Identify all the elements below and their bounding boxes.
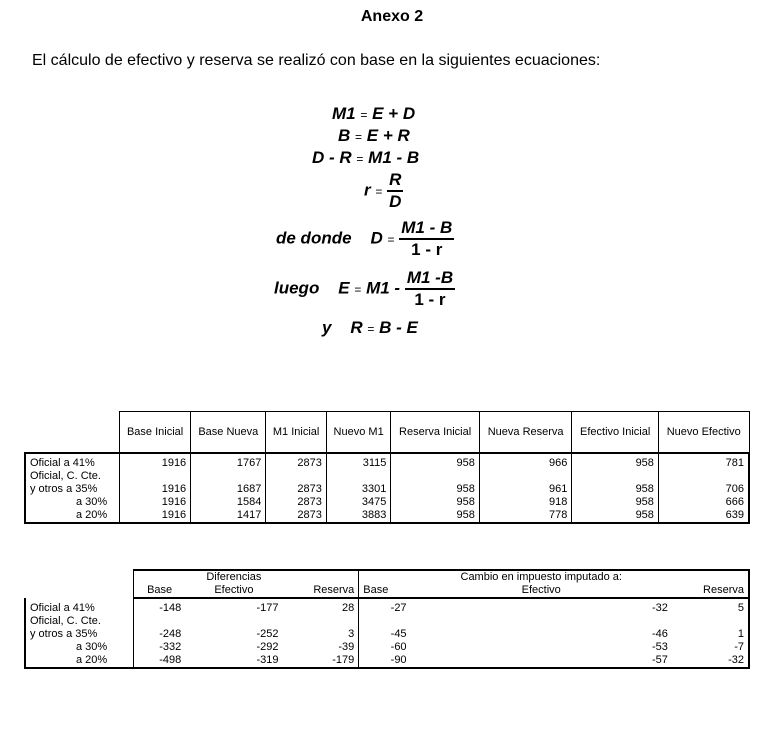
table1-header-row [25, 412, 749, 454]
table-cell: 1584 [191, 496, 266, 509]
table-cell: 3115 [326, 453, 391, 470]
table-cell: -292 [256, 641, 279, 653]
table-cell [266, 470, 327, 483]
table-row [25, 615, 749, 628]
equation-d: de donde D = $\frac{M1 - B}{1 - r}$ [276, 218, 453, 259]
col-header: Base [359, 584, 411, 598]
table-cell: 28 [342, 602, 355, 614]
table-cell: 3475 [326, 496, 391, 509]
table-cell: 1916 [120, 453, 191, 470]
base-reserve-table [24, 411, 750, 524]
equation-d-minus-r: D - R = M1 - B [312, 148, 420, 167]
table-cell: 1767 [191, 453, 266, 470]
equation-r-final: y R = B - E [322, 318, 418, 337]
table-cell [391, 470, 480, 483]
table-row [25, 496, 749, 509]
table-cell: -148 [134, 598, 186, 615]
table-cell: -90 [359, 654, 411, 668]
table-cell: -7 [672, 641, 749, 654]
table2-group-row [25, 570, 749, 584]
table-cell: -252 [256, 628, 279, 640]
table-cell: 2873 [266, 496, 327, 509]
table-row [25, 598, 749, 615]
table-cell: -498 [134, 654, 186, 668]
table-cell: 3301 [326, 483, 391, 496]
table-cell: -332 [134, 641, 186, 654]
equation-e: luego E = M1 - $\frac{M1 -B}{1 - r}$ [274, 268, 454, 309]
table-cell: 1 [672, 628, 749, 641]
row-label: Oficial, C. Cte. [25, 615, 134, 628]
table-cell [411, 615, 672, 628]
table-row [25, 509, 749, 523]
col-header: Reserva Inicial [391, 412, 480, 454]
col-header: Base Inicial [120, 412, 191, 454]
row-label: Oficial a 41% [25, 598, 134, 615]
table-cell: 958 [391, 496, 480, 509]
row-label: Oficial, C. Cte. [25, 470, 120, 483]
table-cell: -177 [256, 602, 279, 614]
table-cell: -248 [134, 628, 186, 641]
col-header: Nuevo Efectivo [658, 412, 749, 454]
table-cell: -60 [359, 641, 411, 654]
row-label: a 20% [25, 509, 120, 523]
table-cell: 706 [658, 483, 749, 496]
table-cell [672, 615, 749, 628]
table-cell: -39 [338, 641, 355, 653]
col-header: Base Nueva [191, 412, 266, 454]
row-label: a 30% [25, 641, 134, 654]
col-header: Efectivo Inicial [572, 412, 659, 454]
col-header: Reserva [672, 584, 749, 598]
row-label: y otros a 35% [25, 628, 134, 641]
table2-header-row [25, 584, 749, 598]
table-cell: 918 [479, 496, 572, 509]
table-cell: 3 [348, 628, 355, 640]
table-cell: 2873 [266, 509, 327, 523]
table-cell [658, 470, 749, 483]
table-cell: 1916 [120, 496, 191, 509]
table-cell: -53 [651, 641, 668, 653]
equation-m1: M1 = E + D [332, 104, 416, 123]
group-header-tax-change: Cambio en impuesto imputado a: [411, 570, 672, 584]
table-cell: -46 [651, 628, 668, 640]
table-cell: 1916 [120, 509, 191, 523]
table-cell: 2873 [266, 453, 327, 470]
table-cell [191, 470, 266, 483]
table-cell: 958 [572, 509, 659, 523]
table-cell: 958 [391, 509, 480, 523]
col-header: Nueva Reserva [479, 412, 572, 454]
table-cell: -27 [359, 598, 411, 615]
table-cell: -32 [651, 602, 668, 614]
table-cell: 1417 [191, 509, 266, 523]
table-cell: 958 [572, 483, 659, 496]
table-row [25, 654, 749, 668]
table-cell: 3883 [326, 509, 391, 523]
table-cell: 1687 [191, 483, 266, 496]
table-cell: -32 [672, 654, 749, 668]
table-row [25, 628, 749, 641]
table-cell [326, 470, 391, 483]
table-cell: -319 [185, 654, 282, 668]
table-row [25, 470, 749, 483]
table-cell: 958 [572, 453, 659, 470]
table-cell: 639 [658, 509, 749, 523]
table-cell: 958 [572, 496, 659, 509]
row-label: a 30% [25, 496, 120, 509]
group-header-differences: Diferencias [185, 570, 282, 584]
equation-b: B = E + R [338, 126, 410, 145]
table-cell [282, 615, 358, 628]
row-label: a 20% [25, 654, 134, 668]
table-cell [359, 615, 411, 628]
table-cell: 778 [479, 509, 572, 523]
annex-title: Anexo 2 [360, 8, 424, 25]
row-label: y otros a 35% [25, 483, 120, 496]
equation-r: r = $\frac{R}{D}$ [364, 170, 402, 211]
row-label: Oficial a 41% [25, 453, 120, 470]
table-cell: 966 [479, 453, 572, 470]
col-header: Nuevo M1 [326, 412, 391, 454]
col-header: Efectivo [185, 584, 282, 598]
table-cell: 958 [391, 483, 480, 496]
table-cell: 2873 [266, 483, 327, 496]
col-header: Reserva [282, 584, 358, 598]
table-cell: -45 [359, 628, 411, 641]
intro-text: El cálculo de efectivo y reserva se realizó con base en la siguientes ecuaciones: [32, 52, 601, 69]
table-cell [479, 470, 572, 483]
differences-table [24, 569, 750, 669]
col-header: M1 Inicial [266, 412, 327, 454]
table-row [25, 641, 749, 654]
table-cell: -179 [282, 654, 358, 668]
table-row [25, 453, 749, 470]
table-cell [185, 615, 282, 628]
table-cell [134, 615, 186, 628]
table-cell: 5 [672, 598, 749, 615]
col-header: Base [134, 584, 186, 598]
table-cell [120, 470, 191, 483]
table-cell: -57 [411, 654, 672, 668]
table-cell [572, 470, 659, 483]
table-cell: 958 [391, 453, 480, 470]
table-cell: 961 [479, 483, 572, 496]
table-cell: 1916 [120, 483, 191, 496]
col-header: Efectivo [411, 584, 672, 598]
table-cell: 781 [658, 453, 749, 470]
table-cell: 666 [658, 496, 749, 509]
table-row [25, 483, 749, 496]
